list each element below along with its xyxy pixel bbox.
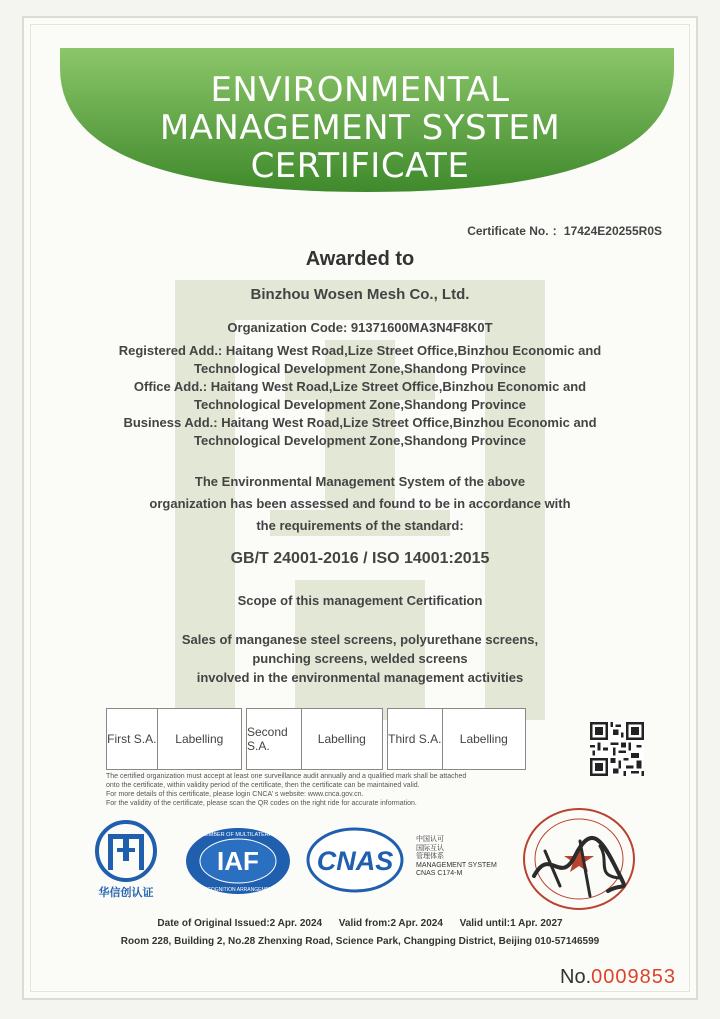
awarded-to: Awarded to bbox=[305, 248, 415, 270]
office-address-line-2: Technological Development Zone,Shandong Province bbox=[193, 397, 527, 412]
iaf-text: IAF bbox=[217, 846, 259, 876]
second-sa-labelling: Labelling bbox=[317, 732, 366, 746]
iaf-ring-top: MEMBER OF MULTILATERAL bbox=[200, 832, 276, 838]
hxc-logo-icon bbox=[90, 820, 162, 882]
certification-seal-icon bbox=[520, 806, 638, 912]
note-line: For the validity of the certificate, please scan the QR codes on the right ride for accurate information. bbox=[106, 800, 417, 807]
title-line-1: ENVIRONMENTAL bbox=[210, 70, 510, 110]
serial-number bbox=[560, 966, 676, 989]
cnas-line: 中国认可 bbox=[416, 836, 444, 843]
dates-line bbox=[0, 918, 720, 929]
office-address-line-1: Office Add.: Haitang West Road,Lize Street Office,Binzhou Economic and bbox=[133, 379, 587, 394]
note-line: The certified organization must accept at least one surveillance audit annually and a qualified mark shall be attached bbox=[106, 773, 467, 780]
iaf-logo-icon bbox=[184, 826, 292, 896]
first-sa-label: First S.A. bbox=[107, 709, 158, 769]
cnas-accreditation-text bbox=[416, 836, 497, 879]
issuer-address: Room 228, Building 2, No.28 Zhenxing Road, Science Park, Changping District, Beijing 010-57146599 bbox=[120, 936, 600, 947]
qr-code-icon[interactable] bbox=[590, 722, 644, 776]
certificate-notes bbox=[106, 772, 566, 808]
scope-line-3: involved in the environmental management activities bbox=[196, 670, 524, 685]
certificate-number: Certificate No. ：17424E20255R0S bbox=[467, 224, 662, 238]
organization-code: Organization Code: 91371600MA3N4F8K0T bbox=[227, 320, 493, 335]
first-surveillance-box bbox=[106, 708, 242, 770]
first-sa-labelling: Labelling bbox=[175, 732, 224, 746]
cnas-line: 管理体系 bbox=[416, 853, 444, 860]
date-issued: Date of Original Issued:2 Apr. 2024 bbox=[157, 918, 323, 929]
registered-address-line-1: Registered Add.: Haitang West Road,Lize Street Office,Binzhou Economic and bbox=[118, 343, 602, 358]
second-surveillance-box bbox=[246, 708, 383, 770]
cnas-line: MANAGEMENT SYSTEM bbox=[416, 861, 497, 869]
cnas-line: CNAS C174-M bbox=[416, 870, 463, 877]
cnas-text: CNAS bbox=[316, 846, 394, 876]
third-surveillance-box bbox=[387, 708, 526, 770]
note-line: For more details of this certificate, please login CNCA’ s website: www.cnca.gov.cn. bbox=[106, 791, 364, 798]
statement-line-1: The Environmental Management System of the above bbox=[194, 474, 526, 489]
statement-line-2: organization has been assessed and found to be in accordance with bbox=[149, 496, 571, 511]
iaf-ring-bottom: RECOGNITION ARRANGEMENT bbox=[200, 887, 276, 893]
serial-digits: 0009853 bbox=[591, 966, 676, 988]
date-valid-until: Valid until:1 Apr. 2027 bbox=[459, 918, 563, 929]
cnas-line: 国际互认 bbox=[416, 844, 444, 852]
business-address-line-1: Business Add.: Haitang West Road,Lize Street Office,Binzhou Economic and bbox=[123, 415, 597, 430]
standard: GB/T 24001-2016 / ISO 14001:2015 bbox=[230, 550, 490, 567]
note-line: onto the certificate, within validity period of the certificate, then the certificate can be maintained valid. bbox=[106, 782, 420, 789]
scope-heading: Scope of this management Certification bbox=[237, 593, 483, 608]
date-valid-from: Valid from:2 Apr. 2024 bbox=[338, 918, 443, 929]
company-name: Binzhou Wosen Mesh Co., Ltd. bbox=[250, 286, 470, 303]
scope-line-1: Sales of manganese steel screens, polyurethane screens, bbox=[181, 632, 539, 647]
title-line-3: CERTIFICATE bbox=[250, 146, 470, 186]
scope-line-2: punching screens, welded screens bbox=[252, 651, 468, 666]
title-line-2: MANAGEMENT SYSTEM bbox=[159, 108, 561, 148]
registered-address-line-2: Technological Development Zone,Shandong Province bbox=[193, 361, 527, 376]
hxc-caption: 华信创认证 bbox=[98, 887, 154, 899]
third-sa-labelling: Labelling bbox=[459, 732, 508, 746]
cnas-logo-icon bbox=[305, 826, 405, 894]
third-sa-label: Third S.A. bbox=[388, 709, 443, 769]
second-sa-label: Second S.A. bbox=[247, 709, 302, 769]
statement-line-3: the requirements of the standard: bbox=[256, 518, 464, 533]
serial-prefix: No. bbox=[560, 966, 592, 988]
business-address-line-2: Technological Development Zone,Shandong Province bbox=[193, 433, 527, 448]
